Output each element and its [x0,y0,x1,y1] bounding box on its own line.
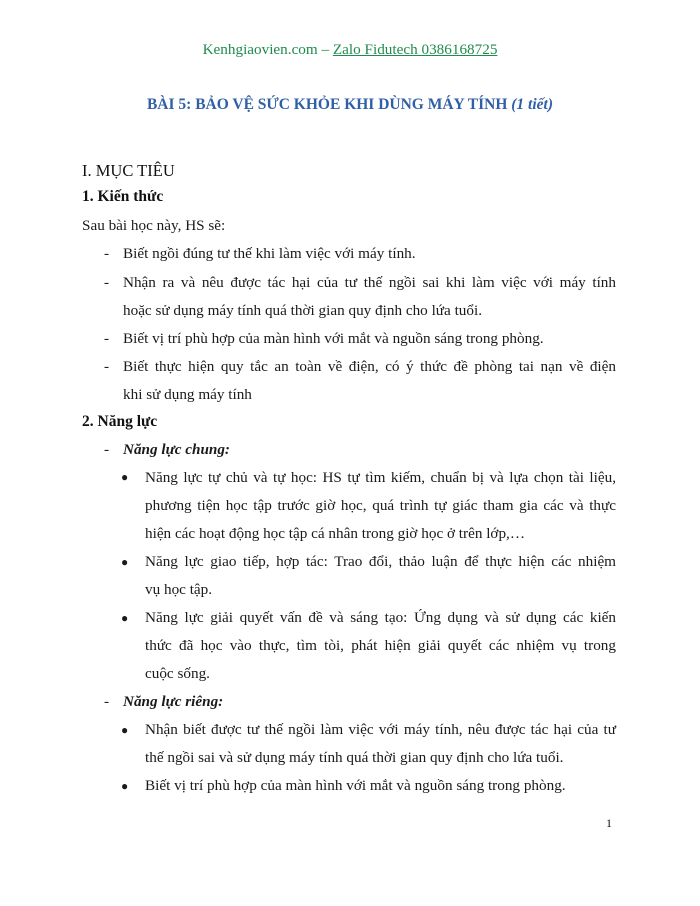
knowledge-intro: Sau bài học này, HS sẽ: [82,217,226,234]
header-separator: – [317,41,333,58]
list-item-text: hoặc sử dụng máy tính quá thời gian quy định cho lứa tuổi. [123,302,482,319]
page-header [0,41,700,59]
section-heading-objectives: I. MỤC TIÊU [82,161,175,180]
bullet-marker: ● [121,723,129,737]
subheading-knowledge: 1. Kiến thức [82,188,164,205]
list-item-text: khi sử dụng máy tính [123,386,252,403]
list-item-text: Biết thực hiện quy tắc an toàn về điện, có ý thức đề phòng tai nạn về điện [123,358,616,375]
list-item-text: vụ học tập. [145,581,213,598]
dash-marker: - [104,693,110,710]
list-item-text: Năng lực giải quyết vấn đề và sáng tạo: Ứng dụng và sử dụng các kiến [145,609,616,626]
list-item-text: Biết vị trí phù hợp của màn hình với mắt và nguồn sáng trong phòng. [123,330,544,347]
list-item-text: Năng lực giao tiếp, hợp tác: Trao đổi, thảo luận để thực hiện các nhiệm [145,553,616,570]
specific-competence-label: Năng lực riêng: [123,693,224,710]
lesson-duration: (1 tiết) [511,96,554,113]
bullet-marker: ● [121,555,129,569]
list-item-text: Biết vị trí phù hợp của màn hình với mắt và nguồn sáng trong phòng. [145,777,566,794]
dash-marker: - [104,330,110,347]
header-site[interactable]: Kenhgiaovien.com [202,41,318,58]
list-item-text: Nhận ra và nêu được tác hại của tư thế ngồi sai khi làm việc với máy tính [123,274,616,291]
list-item-text: thức đã học vào thực, tìm tòi, phát hiện giải quyết các nhiệm vụ trong [145,637,616,654]
list-item-text: Biết ngồi đúng tư thế khi làm việc với máy tính. [123,245,416,262]
header-contact-link[interactable]: Zalo Fidutech 0386168725 [332,41,498,58]
dash-marker: - [104,245,110,262]
bullet-marker: ● [121,611,129,625]
page-number: 1 [606,816,612,830]
list-item-text: thế ngồi sai và sử dụng máy tính quá thời gian quy định cho lứa tuổi. [145,749,564,766]
dash-marker: - [104,358,110,375]
list-item-text: Năng lực tự chủ và tự học: HS tự tìm kiếm, chuẩn bị và lựa chọn tài liệu, [145,469,616,486]
general-competence-label: Năng lực chung: [123,441,230,458]
bullet-marker: ● [121,470,129,484]
list-item-text: phương tiện học tập trước giờ học, quá trình tự giác tham gia các và thực [145,497,616,514]
lesson-title-text: BÀI 5: BẢO VỆ SỨC KHỎE KHI DÙNG MÁY TÍNH [146,96,512,113]
lesson-title [0,96,700,114]
dash-marker: - [104,441,110,458]
subheading-competence: 2. Năng lực [82,413,158,430]
list-item-text: cuộc sống. [145,665,210,682]
list-item-text: Nhận biết được tư thế ngồi làm việc với máy tính, nêu được tác hại của tư [145,721,616,738]
dash-marker: - [104,274,110,291]
bullet-marker: ● [121,779,129,793]
list-item-text: hiện các hoạt động học tập cá nhân trong giờ học ở trên lớp,… [145,525,526,542]
